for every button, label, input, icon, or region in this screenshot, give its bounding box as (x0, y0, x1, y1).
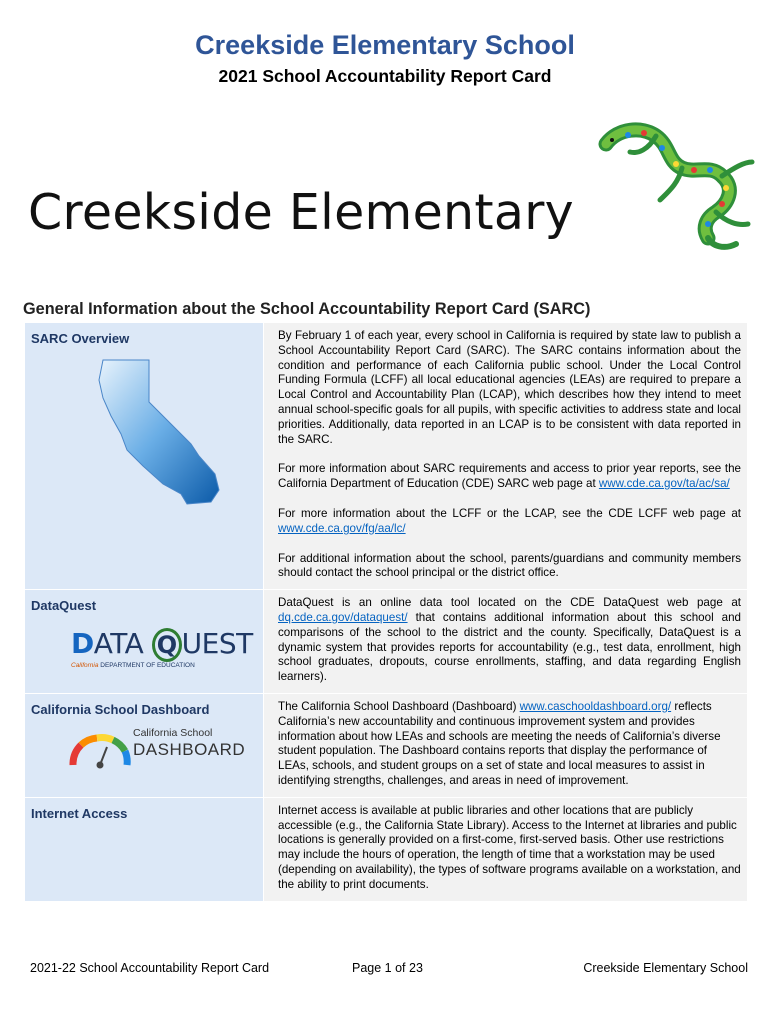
table-row (25, 693, 748, 797)
footer-school-name: Creekside Elementary School (583, 961, 748, 975)
footer-page-number: Page 1 of 23 (352, 961, 423, 975)
paragraph-text: For more information about the LCFF or the LCAP, see the CDE LCFF web page at (278, 506, 741, 520)
page-subtitle: 2021 School Accountability Report Card (218, 66, 552, 86)
row-desc-cell (264, 323, 748, 590)
dashboard-paragraph (278, 700, 741, 789)
overview-lcff-link-paragraph (278, 507, 741, 537)
sarc-web-page-link[interactable]: www.cde.ca.gov/ta/ac/sa/ (598, 477, 730, 491)
gauge-icon (67, 725, 133, 771)
table-row (25, 323, 748, 590)
paragraph-text: For more information about SARC requirements and access to prior year reports, see the California Department of Education (CDE) SARC web page at (278, 462, 741, 491)
paragraph-text: DataQuest is an online data tool located on the CDE DataQuest web page at (278, 596, 741, 610)
dashboard-label: California School Dashboard (31, 701, 210, 717)
paragraph-text: that contains additional information about this school and comparisons of the school to the district and the county. Specifically, DataQuest is a dynamic system that provides reports for accountability (e.g., test data, enrollment, high school graduates, dropouts, course enrollments, staffing, and data regarding English learners). (278, 610, 741, 684)
row-label-cell (25, 693, 264, 797)
dashboard-logo (67, 725, 257, 771)
logo-text: ATA (93, 627, 144, 661)
row-desc-cell (264, 590, 748, 694)
table-row (25, 797, 748, 901)
dataquest-logo (71, 629, 257, 669)
dashboard-logo-line-2: DASHBOARD (133, 739, 246, 759)
california-map-icon (91, 354, 231, 522)
section-heading: General Information about the School Accountability Report Card (SARC) (23, 300, 591, 318)
sarc-overview-label: SARC Overview (31, 331, 130, 346)
dashboard-link[interactable]: www.caschooldashboard.org/ (519, 699, 672, 713)
paragraph-text: reflects California’s new accountability and continuous improvement system and provides information about how LEAs and schools are meeting the needs of California’s diverse student population. The Dashboard contains reports that display the performance of LEAs, schools, and student groups on a set of state and local measures to assist in identifying strengths, challenges, and areas in need of improvement. (278, 699, 721, 787)
dataquest-label: DataQuest (31, 598, 97, 614)
logo-letter: D (71, 627, 94, 661)
page-title: Creekside Elementary School (195, 30, 575, 60)
gecko-icon (598, 122, 760, 260)
row-label-cell (25, 323, 264, 590)
row-label-cell (25, 797, 264, 901)
footer-report-name: 2021-22 School Accountability Report Card (30, 961, 270, 975)
lcff-web-page-link[interactable]: www.cde.ca.gov/fg/aa/lc/ (278, 521, 406, 535)
internet-access-label: Internet Access (31, 805, 128, 821)
school-banner-text: Creekside Elementary (28, 184, 574, 241)
overview-sarc-link-paragraph (278, 462, 741, 492)
row-label-cell (25, 590, 264, 694)
table-row (25, 590, 748, 694)
dataquest-link[interactable]: dq.cde.ca.gov/dataquest/ (278, 610, 408, 624)
paragraph-text: The California School Dashboard (Dashboard) (278, 699, 520, 713)
dataquest-paragraph (278, 596, 741, 685)
logo-text: UEST (181, 627, 253, 661)
overview-paragraph: By February 1 of each year, every school in California is required by state law to publish a School Accountability Report Card (SARC). The SARC contains information about the condition and performance of each California public school. Under the Local Control Funding Formula (LCFF) all local educational agencies (LEAs) are required to prepare a Local Control and Accountability Plan (LCAP), which describes how they intend to meet annual school-specific goals for all pupils, with specific activities to address state and local priorities. Additionally, data reported in an LCAP is to be consistent with data reported in the SARC. (278, 329, 741, 446)
logo-caption-state: California (71, 662, 99, 670)
row-desc-cell (264, 797, 748, 901)
row-desc-cell (264, 693, 748, 797)
logo-letter: Q (152, 628, 182, 662)
logo-caption: DEPARTMENT OF EDUCATION (98, 662, 195, 670)
internet-access-paragraph: Internet access is available at public libraries and other locations that are publicly accessible (e.g., the California State Library). Access to the Internet at libraries and public locations is generally provided on a first-come, first-served basis. Other use restrictions may include the hours of operation, the length of time that a workstation may be used (depending on availability), the types of software programs available on a workstation, and the ability to print documents. (278, 803, 741, 891)
overview-contact-paragraph: For additional information about the school, parents/guardians and community members should contact the school principal or the district office. (278, 551, 741, 580)
dashboard-logo-line-1: California School (133, 726, 213, 739)
sarc-info-table (24, 322, 748, 902)
